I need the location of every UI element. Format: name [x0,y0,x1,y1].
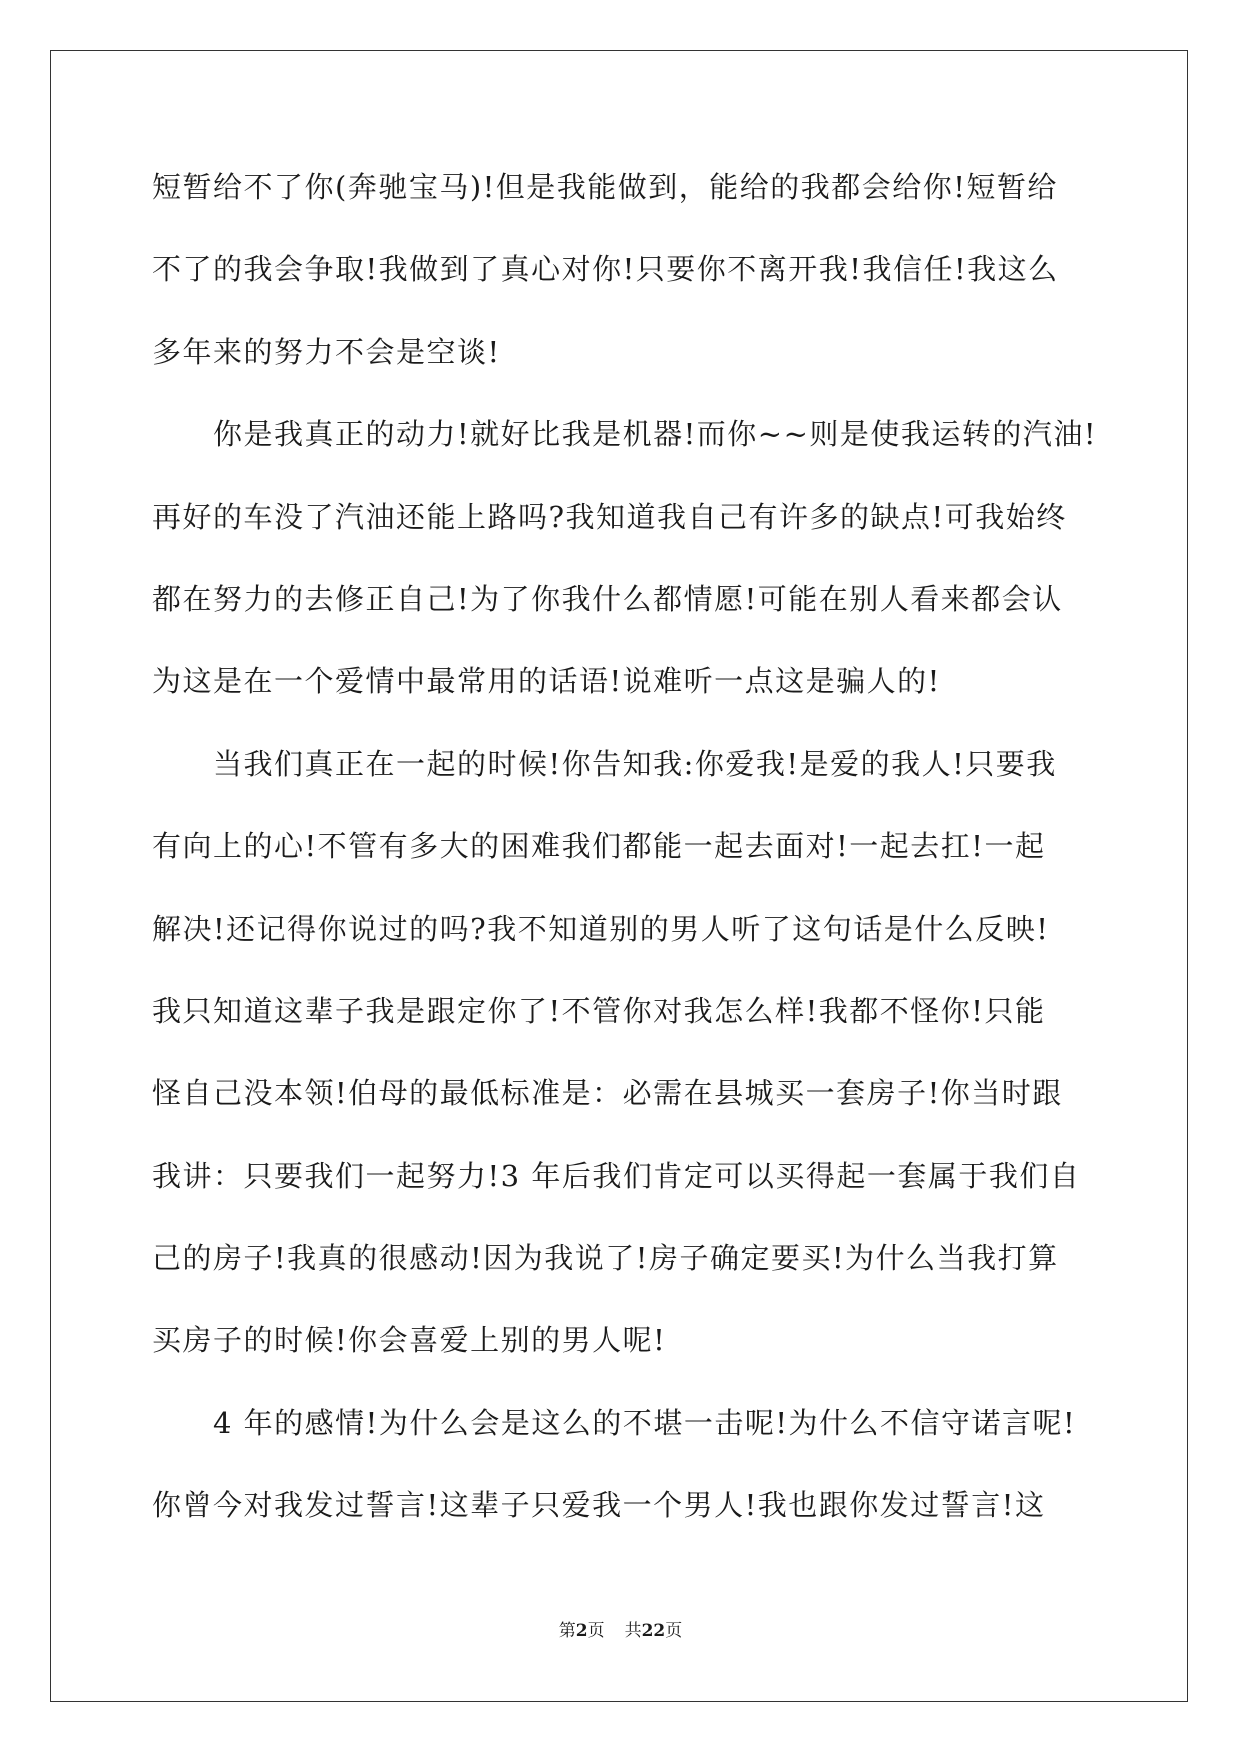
text-line: 再好的车没了汽油还能上路吗?我知道我自己有许多的缺点!可我始终 [152,499,1067,534]
text-line: 有向上的心!不管有多大的困难我们都能一起去面对!一起去扛!一起 [152,829,1046,864]
text-line: 不了的我会争取!我做到了真心对你!只要你不离开我!我信任!我这么 [152,252,1059,287]
text-line: 4 年的感情!为什么会是这么的不堪一击呢!为什么不信守诺言呢! [152,1405,1077,1440]
text-line: 我讲：只要我们一起努力!3 年后我们肯定可以买得起一套属于我们自 [152,1158,1081,1193]
page-suffix: 页 [587,1621,605,1641]
page-footer [0,1616,1241,1641]
text-line: 你是我真正的动力!就好比我是机器!而你~~则是使我运转的汽油! [152,417,1098,452]
text-line: 都在努力的去修正自己!为了你我什么都情愿!可能在别人看来都会认 [152,581,1063,616]
text-line: 买房子的时候!你会喜爱上别的男人呢! [152,1323,667,1358]
text-line: 你曾今对我发过誓言!这辈子只爱我一个男人!我也跟你发过誓言!这 [152,1488,1046,1523]
page-prefix: 第 [558,1621,576,1641]
text-line: 己的房子!我真的很感动!因为我说了!房子确定要买!为什么当我打算 [152,1241,1059,1276]
total-suffix: 页 [665,1621,683,1641]
document-body [152,160,1098,1561]
page-number: 2 [575,1621,588,1641]
text-line: 当我们真正在一起的时候!你告知我:你爱我!是爱的我人!只要我 [152,746,1057,781]
total-pages: 22 [641,1621,666,1641]
text-line: 我只知道这辈子我是跟定你了!不管你对我怎么样!我都不怪你!只能 [152,993,1046,1028]
text-line: 解决!还记得你说过的吗?我不知道别的男人听了这句话是什么反映! [152,911,1050,946]
text-line: 短暂给不了你(奔驰宝马)!但是我能做到，能给的我都会给你!短暂给 [152,170,1058,204]
total-prefix: 共 [624,1621,642,1641]
text-line: 怪自己没本领!伯母的最低标准是：必需在县城买一套房子!你当时跟 [152,1076,1063,1111]
text-line: 多年来的努力不会是空谈! [152,334,501,369]
text-line: 为这是在一个爱情中最常用的话语!说难听一点这是骗人的! [152,664,941,699]
